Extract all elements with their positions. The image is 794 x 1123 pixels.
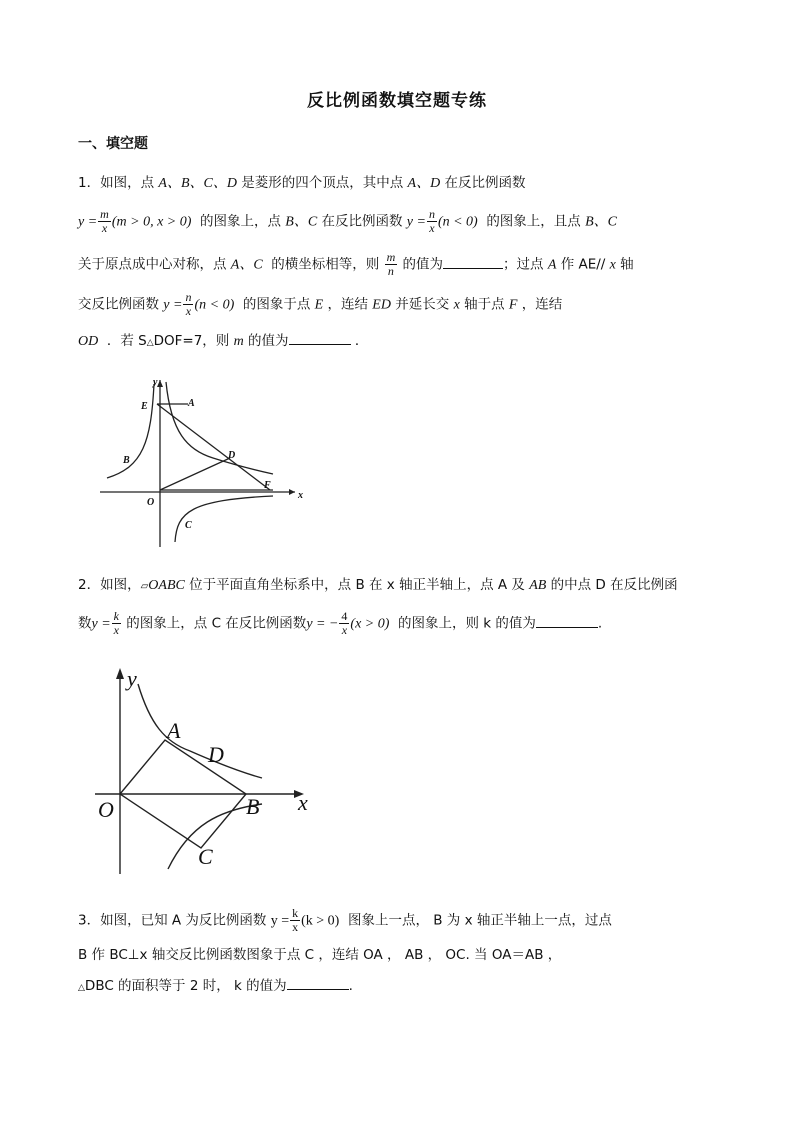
segment-od — [160, 458, 230, 490]
q1-line-4: 交反比例函数 y = $\frac{n}{x}$ (n < 0) 的图象于点 E ，连结 ED 并延长交 x 轴于点 F ，连结 — [78, 290, 563, 318]
answer-blank[interactable] — [289, 344, 351, 345]
q3-line-1: 3．如图，已知 A 为反比例函数 y = $\frac{k}{x}$ (k > 0) 图象上一点， B 为 x 轴正半轴上一点，过点 — [78, 906, 612, 934]
svg-text:F: F — [264, 480, 271, 491]
curve-b — [107, 384, 154, 478]
svg-text:B: B — [123, 455, 130, 466]
svg-text:A: A — [167, 718, 181, 743]
answer-blank[interactable] — [443, 268, 503, 269]
section-heading: 一、填空题 — [78, 136, 148, 152]
svg-text:C: C — [185, 520, 192, 531]
svg-text:E: E — [141, 401, 148, 412]
q1-line-2: y = $\frac{m}{x}$ (m > 0, x > 0) 的图象上，点 B、C 在反比例函数 y = $\frac{n}{x}$ (n < 0) 的图象上，且点 B、C — [78, 207, 617, 235]
segment-ef — [157, 404, 270, 490]
q1-figure — [95, 372, 310, 550]
svg-text:x: x — [298, 490, 303, 501]
q3-line-3: △DBC 的面积等于 2 时， k 的值为 . — [78, 978, 353, 994]
q3-line-2: B 作 BC⊥x 轴交反比例函数图象于点 C ，连结 OA ， AB ， OC. 当 OA＝AB ， — [78, 947, 562, 963]
svg-text:x: x — [298, 790, 308, 815]
svg-text:O: O — [147, 497, 155, 508]
fraction: $\frac{k}{x}$ — [292, 906, 299, 934]
y-arrow — [157, 380, 163, 387]
svg-text:C: C — [198, 844, 213, 869]
svg-text:B: B — [246, 794, 260, 819]
curve-ad — [166, 382, 273, 474]
curve-c — [175, 496, 273, 542]
fraction: $\frac{n}{x}$ — [428, 207, 435, 235]
svg-text:D: D — [208, 742, 224, 767]
svg-text:y: y — [127, 666, 137, 691]
q1-line-1: 1．如图，点 A、B、C、D 是菱形的四个顶点，其中点 A、D 在反比例函数 — [78, 175, 526, 191]
q1-line-5: OD ．若 S△DOF=7，则 m 的值为 ． — [78, 333, 369, 349]
fraction: $\frac{m}{n}$ — [386, 250, 396, 278]
x-arrow — [289, 489, 295, 495]
q2-line-1: 2．如图，▱OABC 位于平面直角坐标系中，点 B 在 x 轴正半轴上，点 A 及 AB 的中点 D 在反比例函 — [78, 577, 678, 593]
answer-blank[interactable] — [287, 989, 349, 990]
answer-blank[interactable] — [536, 627, 598, 628]
fraction: $\frac{k}{x}$ — [113, 609, 119, 637]
q1-line-3: 关于原点成中心对称，点 A、C 的横坐标相等，则 $\frac{m}{n}$ 的值为 ；过点 A 作 AE// x 轴 — [78, 250, 634, 278]
svg-text:O: O — [98, 797, 114, 822]
svg-text:y: y — [153, 377, 158, 388]
svg-text:A: A — [188, 398, 195, 409]
fraction: $\frac{n}{x}$ — [185, 290, 192, 318]
svg-text:D: D — [228, 450, 236, 461]
page-title: 反比例函数填空题专练 — [307, 91, 487, 111]
fraction: $\frac{m}{x}$ — [100, 207, 109, 235]
y-arrow — [116, 668, 124, 679]
fraction: $\frac{4}{x}$ — [341, 609, 348, 637]
q2-figure — [90, 664, 330, 879]
q2-line-2: 数y = $\frac{k}{x}$ 的图象上，点 C 在反比例函数y = − $\frac{4}{x}$ (x > 0) 的图象上，则 k 的值为 . — [78, 609, 603, 637]
